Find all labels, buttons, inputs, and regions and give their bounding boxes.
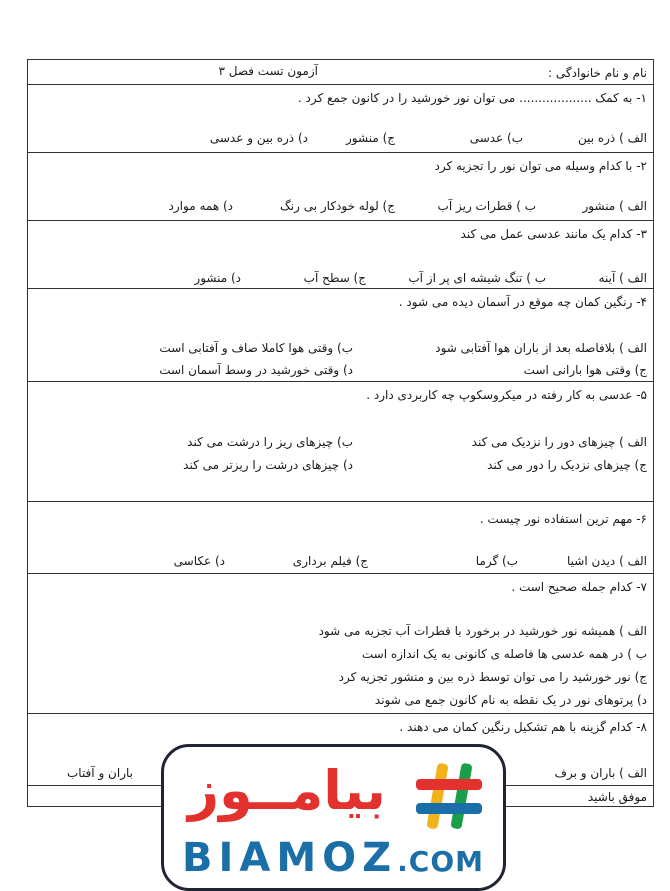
exam-sheet <box>27 59 654 807</box>
option-c: ج) وقتی هوا بارانی است <box>523 363 647 377</box>
question-text: ۸- کدام گزینه با هم تشکیل رنگین کمان می دهند . <box>399 720 647 734</box>
option-c: ج) چیزهای نزدیک را دور می کند <box>487 458 647 472</box>
watermark-brand: BIAMOZ <box>182 835 398 881</box>
option-c: ج) نور خورشید را می توان توسط ذره بین و منشور تجزیه کرد <box>338 670 647 684</box>
hash-logo-icon <box>414 761 484 831</box>
option-a: الف ) آینه <box>598 271 647 285</box>
watermark-english-text <box>182 835 484 881</box>
option-d: د) وقتی خورشید در وسط آسمان است <box>159 363 353 377</box>
question-text: ۷- کدام جمله صحیح است . <box>511 580 647 594</box>
option-a: الف ) همیشه نور خورشید در برخورد با قطرات آب تجزیه می شود <box>318 624 647 638</box>
option-b: ب ) تنگ شیشه ای پر از آب <box>408 271 546 285</box>
option-c: ج) منشور <box>346 131 395 145</box>
option-a: الف ) چیزهای دور را نزدیک می کند <box>471 435 647 449</box>
biamoz-watermark <box>161 744 506 891</box>
option-a: الف ) ذره بین <box>577 131 647 145</box>
test-title: آزمون تست فصل ۳ <box>218 64 318 78</box>
option-a: الف ) بلافاصله بعد از باران هوا آفتابی شود <box>435 341 647 355</box>
option-d: د) منشور <box>194 271 241 285</box>
question-3 <box>28 221 653 289</box>
question-text: ۶- مهم ترین استفاده نور چیست . <box>479 512 647 526</box>
option-c: ج) فیلم برداری <box>292 554 368 568</box>
student-name-label: نام و نام خانوادگی : <box>548 66 647 80</box>
option-d: باران و آفتاب <box>66 766 133 780</box>
option-c: ج) سطح آب <box>303 271 366 285</box>
watermark-persian-text: بیامــوز <box>188 759 386 822</box>
option-b: ب) گرما <box>475 554 518 568</box>
question-text: ۵- عدسی به کار رفته در میکروسکوپ چه کاربردی دارد . <box>366 388 647 402</box>
option-b: ب) چیزهای ریز را درشت می کند <box>187 435 353 449</box>
option-c: ج) لوله خودکار بی رنگ <box>280 199 395 213</box>
option-a: الف ) دیدن اشیا <box>567 554 647 568</box>
question-text: ۳- کدام یک مانند عدسی عمل می کند <box>460 227 647 241</box>
question-4 <box>28 289 653 382</box>
question-text: ۴- رنگین کمان چه موقع در آسمان دیده می شود . <box>398 295 647 309</box>
option-b: ب ) در همه عدسی ها فاصله ی کانونی به یک اندازه است <box>361 647 647 661</box>
option-a: الف ) منشور <box>582 199 647 213</box>
question-text: ۲- با کدام وسیله می توان نور را تجزیه کرد <box>434 159 647 173</box>
option-b: ب ) قطرات ریز آب <box>437 199 536 213</box>
footer-text: موفق باشید <box>587 790 647 804</box>
option-b: ب) عدسی <box>469 131 523 145</box>
option-d: د) چیزهای درشت را ریزتر می کند <box>183 458 353 472</box>
option-d: د) عکاسی <box>173 554 225 568</box>
watermark-domain: .COM <box>397 845 484 878</box>
question-text: ۱- به کمک ................... می توان نور خورشید را در کانون جمع کرد . <box>297 91 647 105</box>
question-1 <box>28 85 653 153</box>
question-5 <box>28 382 653 502</box>
option-d: د) همه موارد <box>168 199 233 213</box>
question-7 <box>28 574 653 714</box>
option-d: د) پرتوهای نور در یک نقطه به نام کانون جمع می شوند <box>374 693 647 707</box>
question-6 <box>28 502 653 574</box>
option-b: ب) وقتی هوا کاملا صاف و آفتابی است <box>159 341 353 355</box>
header-row <box>28 60 653 85</box>
option-d: د) ذره بین و عدسی <box>209 131 308 145</box>
question-2 <box>28 153 653 221</box>
option-a: الف ) باران و برف <box>554 766 647 780</box>
